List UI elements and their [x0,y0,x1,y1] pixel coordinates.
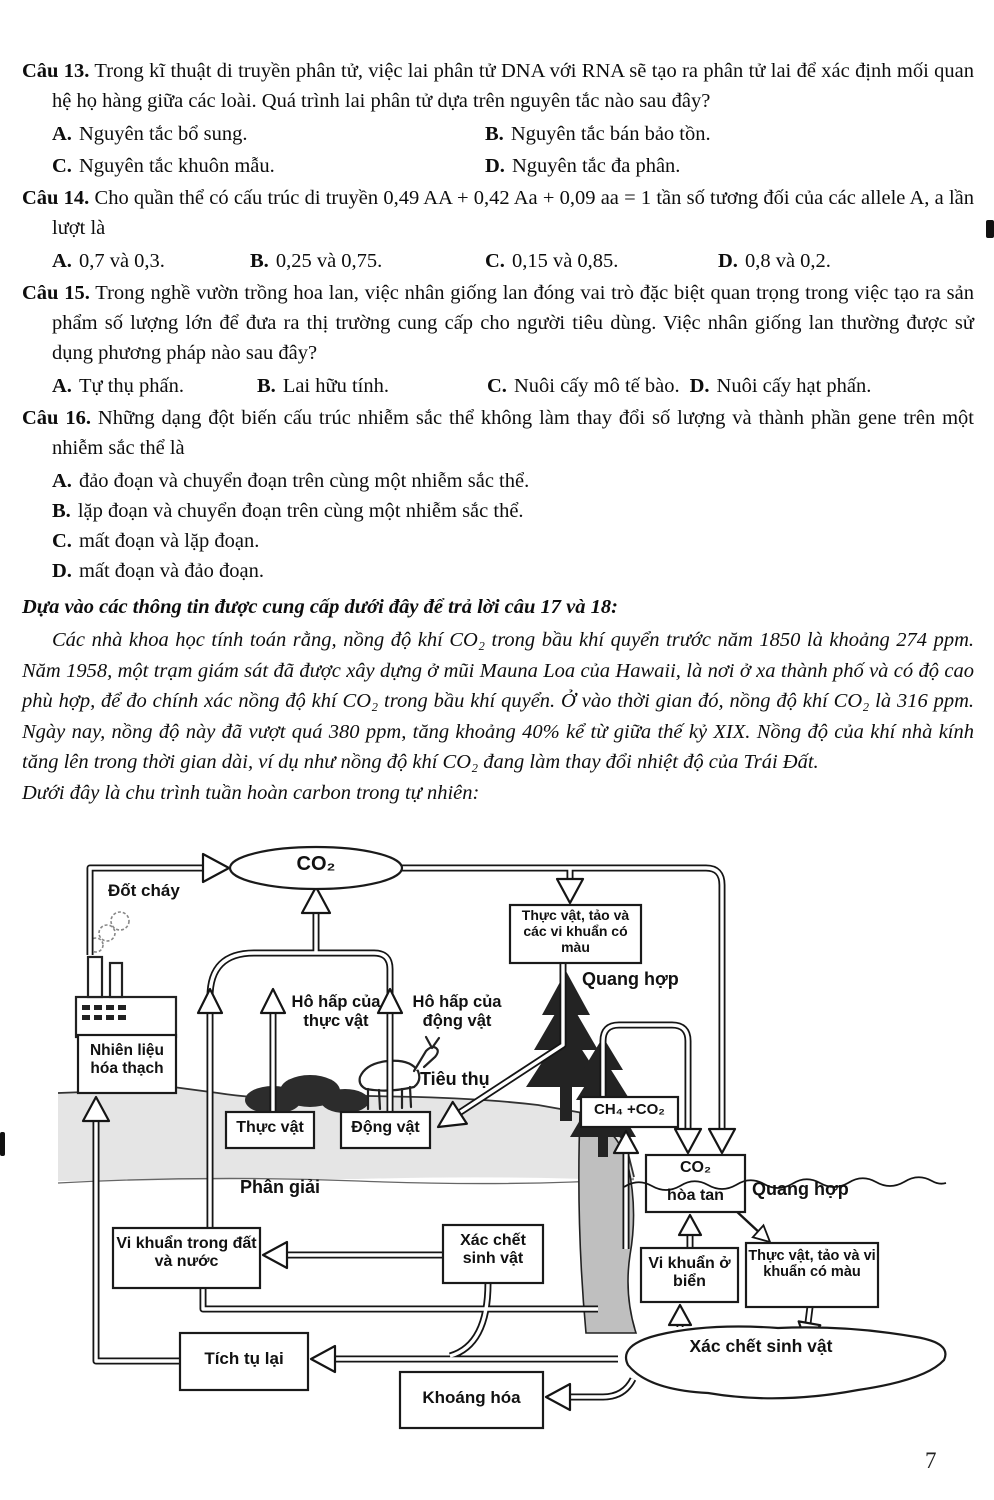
question-16-text: Những dạng đột biến cấu trúc nhiễm sắc thể không làm thay đổi số lượng và thành phần gene trên một nhiễm sắc thể là [52,407,975,459]
xac-chet-box-label: Xác chết sinh vật [460,1232,526,1268]
option-13-b [485,119,711,149]
question-14 [22,183,974,243]
ch4-co2-label: CH₄ +CO₂ [594,1101,665,1118]
option-15-d-text: Nuôi cấy hạt phấn. [716,375,872,397]
option-14-b [250,246,485,276]
option-16-a-label: A. [52,470,72,492]
option-14-a-label: A. [52,250,72,272]
option-16-d-label: D. [52,560,72,582]
nhien-lieu-label: Nhiên liệu hóa thạch [89,1042,165,1077]
option-16-d-text: mất đoạn và đảo đoạn. [78,560,264,582]
co2-sea-label: CO₂ [679,1159,712,1176]
option-14-a [52,246,250,276]
option-13-a-label: A. [52,123,72,145]
question-15-text: Trong nghề vườn trồng hoa lan, việc nhân giống lan đóng vai trò đặc biệt quan trọng trong việc tạo ra sản phẩm số lượng lớn để đưa ra thị trường cung cấp cho người tiêu dùng. Việc nhân giống lan thường được sử dụng phương pháp nào sau đây? [52,282,974,364]
option-13-c-label: C. [52,155,72,177]
question-15 [22,278,974,368]
page-number: 7 [925,1448,937,1473]
option-14-a-text: 0,7 và 0,3. [78,250,165,272]
question-16-label: Câu 16. [22,407,91,429]
option-14-c-label: C. [485,250,505,272]
option-13-a-text: Nguyên tắc bổ sung. [78,123,248,145]
option-15-b [257,371,487,401]
question-15-label: Câu 15. [22,282,90,304]
hoa-tan-label: hòa tan [667,1187,724,1204]
co2-atmosphere-label: CO₂ [296,853,336,875]
option-16-b [52,496,974,526]
dot-chay-label: Đốt cháy [108,881,180,900]
thuc-vat-label: Thực vật [236,1119,304,1136]
option-15-c [487,371,680,401]
option-13-b-label: B. [485,123,504,145]
option-13-d-text: Nguyên tắc đa phân. [511,155,681,177]
producers-sea-label: Thực vật, tảo và vi khuẩn có màu [748,1248,876,1281]
passage-caption: Dưới đây là chu trình tuần hoàn carbon trong tự nhiên: [22,781,480,804]
option-15-b-label: B. [257,375,276,397]
quang-hop-2-label: Quang hợp [752,1179,849,1199]
carbon-cycle-diagram [58,845,950,1447]
option-16-c [52,526,974,556]
option-16-a-text: đảo đoạn và chuyển đoạn trên cùng một nhiễm sắc thể. [78,470,530,492]
option-16-c-label: C. [52,530,72,552]
passage-body: Các nhà khoa học tính toán rằng, nồng độ khí CO₂ trong bầu khí quyển trước năm 1850 là khoảng 274 ppm. Năm 1958, một trạm giám sát đã được xây dựng ở mũi Mauna Loa của Hawaii, là nơi ở xa thành phố và có độ cao phù hợp, để đo chính xác nồng độ khí CO₂ trong bầu khí quyển. Ở vào thời gian đó, nồng độ khí CO₂ là 316 ppm. Ngày nay, nồng độ này đã vượt quá 380 ppm, tăng khoảng 40% kể từ giữa thế kỷ XIX. Nồng độ của khí nhà kính tăng lên trong thời gian dài, ví dụ như nồng độ khí CO₂ đang làm thay đổi nhiệt độ của Trái Đất. [22,629,974,773]
question-15-options-row [22,371,974,401]
ho-hap-thuc-vat-label: Hô hấp của thực vật [291,993,381,1030]
option-16-d [52,556,974,586]
option-14-b-text: 0,25 và 0,75. [275,250,383,272]
question-13-options-row2 [22,151,974,181]
question-14-text: Cho quần thể có cấu trúc di truyền 0,49 AA + 0,42 Aa + 0,09 aa = 1 tần số tương đối của các allele A, a lần lượt là [52,187,974,239]
passage-intro: Dựa vào các thông tin được cung cấp dưới đây để trả lời câu 17 và 18: [22,596,618,618]
option-15-d-label: D. [689,375,710,397]
option-14-b-label: B. [250,250,269,272]
option-14-c-text: 0,15 và 0,85. [511,250,619,272]
option-15-c-text: Nuôi cấy mô tế bào. [513,375,680,397]
question-16 [22,403,974,463]
option-13-b-text: Nguyên tắc bán bảo tồn. [510,123,711,145]
vi-khuan-dat-label: Vi khuẩn trong đất và nước [116,1235,257,1271]
producers-land-label: Thực vật, tảo và các vi khuẩn có màu [521,907,630,955]
ho-hap-dong-vat-label: Hô hấp của động vật [412,993,502,1030]
option-16-b-text: lặp đoạn và chuyển đoạn trên cùng một nhiễm sắc thể. [77,500,524,522]
option-14-d-label: D. [718,250,738,272]
question-14-label: Câu 14. [22,187,90,209]
option-15-b-text: Lai hữu tính. [282,375,390,397]
question-14-options-row [22,246,974,276]
phan-giai-label: Phân giải [240,1177,321,1197]
option-15-c-label: C. [487,375,507,397]
option-13-a [52,119,485,149]
question-13 [22,56,974,116]
option-16-a [52,466,974,496]
option-15-a-label: A. [52,375,72,397]
option-13-c [52,151,485,181]
scan-artifact [0,1132,5,1156]
question-13-options-row1 [22,119,974,149]
option-15-a [52,371,257,401]
option-14-d [718,246,831,276]
dong-vat-label: Động vật [351,1119,420,1136]
option-13-d-label: D. [485,155,505,177]
vi-khuan-bien-label: Vi khuẩn ở biển [648,1255,731,1291]
xac-chet-sea-label: Xác chết sinh vật [689,1336,833,1356]
option-14-c [485,246,718,276]
tieu-thu-label: Tiêu thụ [420,1069,490,1089]
question-13-text: Trong kĩ thuật di truyền phân tử, việc lai phân tử DNA với RNA sẽ tạo ra phân tử lai để xác định mối quan hệ họ hàng giữa các loài. Quá trình lai phân tử dựa trên nguyên tắc nào sau đây? [52,60,974,112]
option-14-d-text: 0,8 và 0,2. [744,250,831,272]
option-13-d [485,151,680,181]
question-13-label: Câu 13. [22,60,90,82]
scan-artifact [986,220,994,238]
option-15-a-text: Tự thụ phấn. [78,375,184,397]
option-13-c-text: Nguyên tắc khuôn mẫu. [78,155,275,177]
option-16-c-text: mất đoạn và lặp đoạn. [78,530,260,552]
quang-hop-1-label: Quang hợp [582,969,679,989]
khoang-hoa-label: Khoáng hóa [422,1388,521,1407]
tich-tu-label: Tích tụ lại [204,1349,284,1368]
option-15-d [690,371,872,401]
option-16-b-label: B. [52,500,71,522]
question-16-options [22,466,974,586]
